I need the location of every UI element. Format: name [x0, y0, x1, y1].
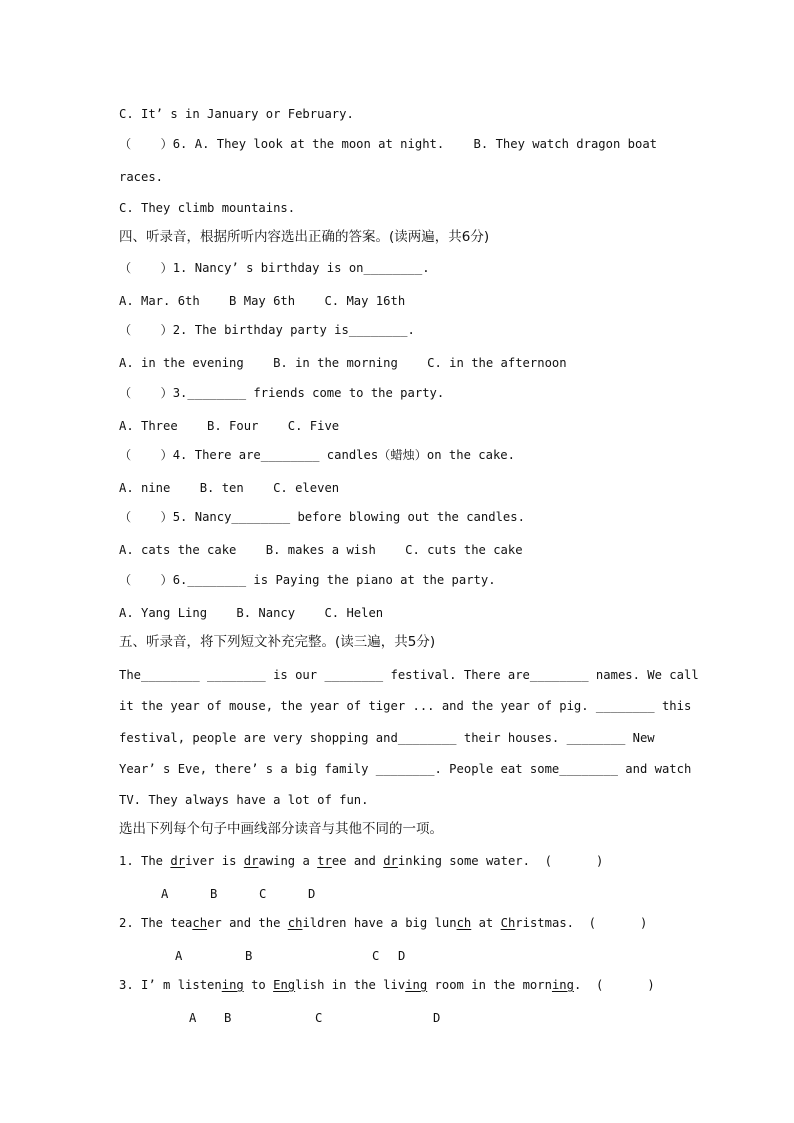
p5-line-2: it the year of mouse, the year of tiger ... and the year of pig. ________ this: [119, 699, 692, 713]
q3-underlined-a: ing: [221, 978, 244, 992]
q2-letter-c: C: [372, 949, 380, 963]
q1-letter-c: C: [259, 887, 267, 901]
p4-q5-options: A. cats the cake B. makes a wish C. cuts the cake: [119, 543, 523, 557]
q3-letter-a: A: [189, 1011, 197, 1025]
phonics-heading: 选出下列每个句子中画线部分读音与其他不同的一项。: [119, 821, 443, 837]
q6-option-c: C. They climb mountains.: [119, 201, 296, 215]
q1-underlined-a: dr: [170, 854, 186, 868]
q2-letter-a: A: [175, 949, 183, 963]
p4-q3-options: A. Three B. Four C. Five: [119, 419, 340, 433]
q3-underlined-c: ing: [405, 978, 428, 992]
p4-q6-stem: （ ）6.________ is Paying the piano at the party.: [119, 573, 496, 587]
q2-underlined-b: ch: [287, 916, 303, 930]
phonics-q2: 2. The teacher and the children have a big lunch at Christmas. ( ): [119, 916, 648, 930]
q2-underlined-d: Ch: [500, 916, 516, 930]
q2-letter-b: B: [245, 949, 253, 963]
q1-underlined-c: tr: [317, 854, 332, 868]
q1-underlined-d: dr: [383, 854, 398, 868]
q6-line-1: （ ）6. A. They look at the moon at night. B. They watch dragon boat: [119, 137, 657, 151]
q1-underlined-b: dr: [243, 854, 259, 868]
p4-q1-options: A. Mar. 6th B May 6th C. May 16th: [119, 294, 406, 308]
q3-underlined-d: ing: [551, 978, 574, 992]
q2-letter-d: D: [398, 949, 406, 963]
p4-q4-stem: （ ）4. There are________ candles（蜡烛）on the cake.: [119, 448, 515, 462]
part4-heading: 四、听录音，根据所听内容选出正确的答案。(读两遍，共6分): [119, 229, 490, 245]
q1-letter-d: D: [308, 887, 316, 901]
p4-q2-stem: （ ）2. The birthday party is________.: [119, 323, 415, 337]
q3-letter-b: B: [224, 1011, 232, 1025]
q5-option-c: C. It’ s in January or February.: [119, 107, 354, 121]
q3-letter-d: D: [433, 1011, 441, 1025]
q2-underlined-a: ch: [192, 916, 208, 930]
q2-underlined-c: ch: [456, 916, 472, 930]
q1-letter-a: A: [161, 887, 169, 901]
p5-line-4: Year’ s Eve, there’ s a big family ________. People eat some________ and watch: [119, 762, 692, 776]
p4-q1-stem: （ ）1. Nancy’ s birthday is on________.: [119, 261, 430, 275]
p5-line-5: TV. They always have a lot of fun.: [119, 793, 369, 807]
p4-q5-stem: （ ）5. Nancy________ before blowing out the candles.: [119, 510, 525, 524]
phonics-q3: 3. I’ m listening to English in the living room in the morning. ( ): [119, 978, 655, 992]
q6-line-2: races.: [119, 170, 164, 184]
q3-underlined-b: Eng: [273, 978, 296, 992]
p4-q3-stem: （ ）3.________ friends come to the party.: [119, 386, 445, 400]
part5-heading: 五、听录音，将下列短文补充完整。(读三遍，共5分): [119, 634, 436, 650]
p4-q4-options: A. nine B. ten C. eleven: [119, 481, 340, 495]
q3-letter-c: C: [315, 1011, 323, 1025]
phonics-q1: 1. The driver is drawing a tree and drinking some water. ( ): [119, 854, 604, 868]
q1-letter-b: B: [210, 887, 218, 901]
p5-line-3: festival, people are very shopping and________ their houses. ________ New: [119, 731, 655, 745]
p4-q6-options: A. Yang Ling B. Nancy C. Helen: [119, 606, 384, 620]
p4-q2-options: A. in the evening B. in the morning C. in the afternoon: [119, 356, 567, 370]
p5-line-1: The________ ________ is our ________ festival. There are________ names. We call: [119, 668, 699, 682]
